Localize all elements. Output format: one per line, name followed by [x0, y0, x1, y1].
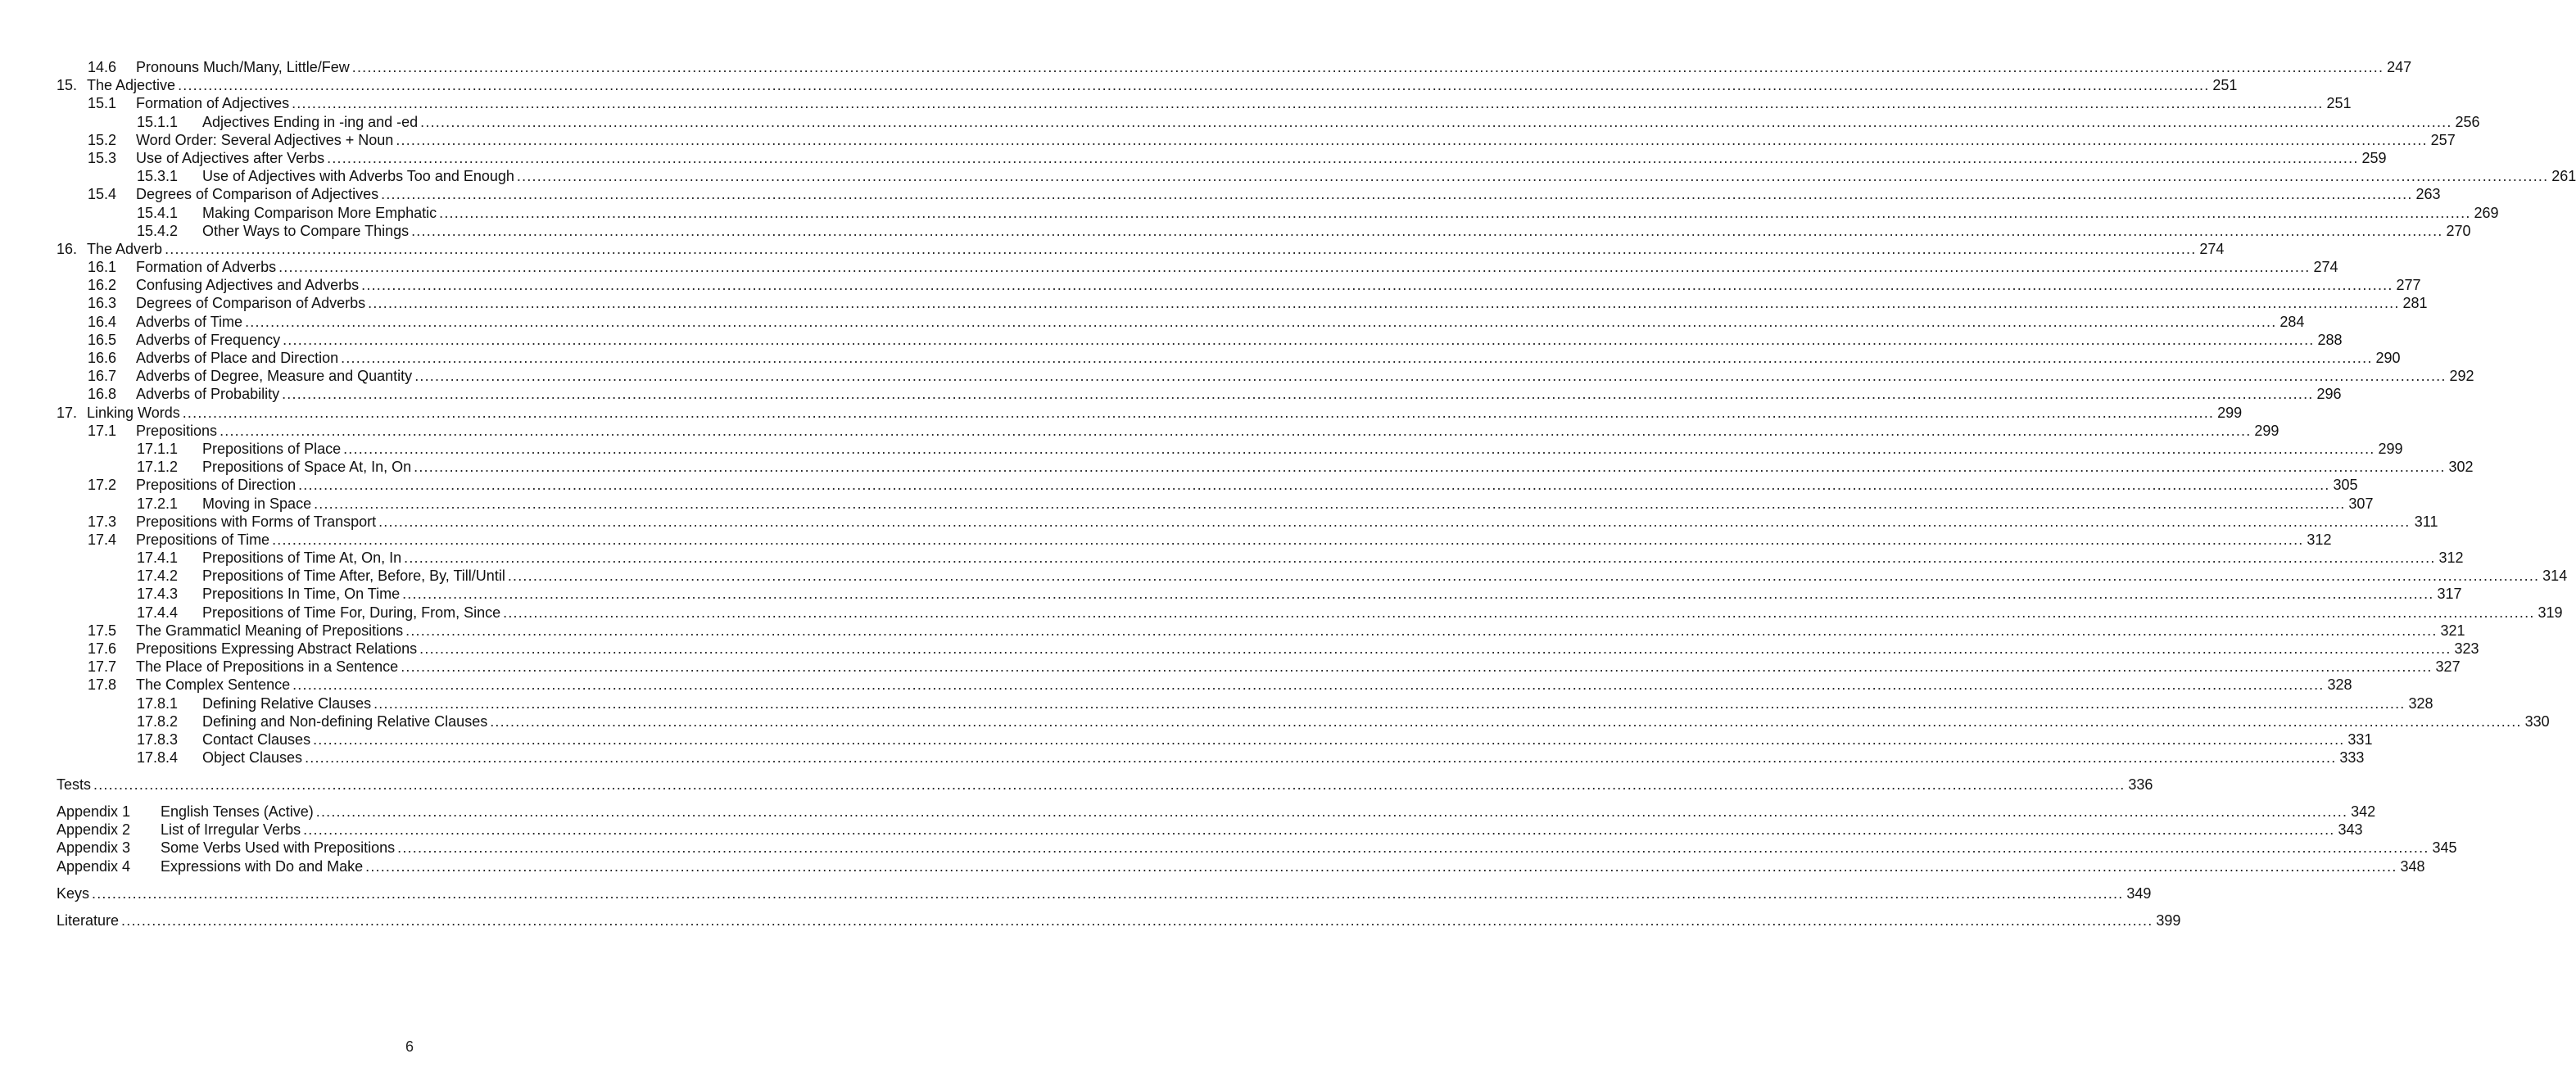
page-number: 6: [405, 1038, 414, 1055]
toc-entry-line: [202, 549, 2464, 567]
toc-entry-number: 17.2: [88, 477, 117, 494]
toc-entry-page: 288: [2317, 331, 2343, 348]
toc-entry-number: 17.6: [88, 640, 117, 657]
toc-entry-title: Use of Adjectives after Verbs: [136, 149, 325, 166]
dot-leader: ................................................................................................................................................................................................................................................................................................................................................................................................................: [411, 222, 2443, 239]
toc-entry-number: 14.6: [88, 59, 117, 75]
toc-entry: [0, 604, 2563, 622]
dot-leader: ................................................................................................................................................................................................................................................................................................................................................................................................................: [121, 911, 2153, 929]
dot-leader: ................................................................................................................................................................................................................................................................................................................................................................................................................: [373, 694, 2406, 712]
toc-entry-title: Contact Clauses: [202, 730, 311, 748]
toc-entry: [0, 549, 2464, 567]
toc-entry-title: Prepositions of Place: [202, 440, 342, 457]
toc-entry: [0, 113, 2480, 131]
toc-entry-title: Prepositions of Space At, In, On: [202, 459, 412, 476]
toc-entry-line: [202, 113, 2480, 131]
toc-entry-page: 333: [2339, 749, 2365, 767]
toc-entry-page: 311: [2414, 513, 2438, 530]
toc-entry-number: Appendix 1: [57, 803, 131, 821]
toc-entry-title: Prepositions In Time, On Time: [202, 586, 401, 603]
toc-entry-line: [57, 776, 2153, 794]
toc-entry-page: 321: [2440, 622, 2465, 639]
toc-entry-line: [202, 440, 2403, 458]
toc-entry-number: 17.2.1: [137, 495, 179, 512]
dot-leader: ................................................................................................................................................................................................................................................................................................................................................................................................................: [272, 531, 2304, 548]
toc-entry-number: 15.4.1: [137, 204, 179, 221]
toc-entry-number: 17.4.3: [137, 586, 179, 603]
toc-entry-page: 317: [2437, 586, 2462, 603]
toc-entry: [0, 730, 2373, 749]
toc-entry-number: 16.4: [88, 313, 117, 330]
dot-leader: ................................................................................................................................................................................................................................................................................................................................................................................................................: [402, 586, 2434, 603]
toc-entry-number: 15.3.1: [137, 168, 179, 185]
toc-entry-number: 17.4.1: [137, 550, 179, 567]
toc-entry-page: 328: [2408, 694, 2433, 712]
toc-entry-title: Making Comparison More Emphatic: [202, 204, 437, 221]
toc-entry-line: [136, 422, 2279, 440]
toc-entry-page: 281: [2402, 295, 2428, 312]
dot-leader: ................................................................................................................................................................................................................................................................................................................................................................................................................: [165, 240, 2197, 257]
toc-entry-line: [136, 622, 2465, 640]
toc-entry-page: 302: [2448, 459, 2474, 476]
dot-leader: ................................................................................................................................................................................................................................................................................................................................................................................................................: [283, 331, 2315, 348]
toc-entry-number: 17.8.1: [137, 694, 179, 712]
dot-leader: ................................................................................................................................................................................................................................................................................................................................................................................................................: [378, 513, 2411, 530]
dot-leader: ................................................................................................................................................................................................................................................................................................................................................................................................................: [178, 77, 2210, 94]
dot-leader: ................................................................................................................................................................................................................................................................................................................................................................................................................: [245, 313, 2277, 330]
toc-entry-number: 15.4.2: [137, 222, 179, 239]
toc-entry-title: Prepositions of Time At, On, In: [202, 550, 402, 567]
toc-entry-number: 15.3: [88, 149, 117, 166]
toc-entry-title: Adverbs of Frequency: [136, 331, 281, 348]
dot-leader: ................................................................................................................................................................................................................................................................................................................................................................................................................: [313, 730, 2345, 748]
toc-entry: [0, 531, 2332, 549]
dot-leader: ................................................................................................................................................................................................................................................................................................................................................................................................................: [516, 168, 2549, 185]
dot-leader: ................................................................................................................................................................................................................................................................................................................................................................................................................: [93, 776, 2126, 794]
toc-entry-title: Prepositions with Forms of Transport: [136, 513, 377, 530]
toc-entry-line: [202, 567, 2568, 585]
toc-entry-title: Object Clauses: [202, 749, 303, 767]
toc-entry-line: [202, 694, 2433, 712]
toc-entry-page: 259: [2361, 149, 2387, 166]
toc-entry-line: [136, 258, 2338, 276]
toc-entry-number: 16.5: [88, 331, 117, 348]
dot-leader: ................................................................................................................................................................................................................................................................................................................................................................................................................: [314, 495, 2346, 512]
toc-entry-line: [161, 821, 2363, 839]
toc-entry: [0, 712, 2550, 730]
dot-leader: ................................................................................................................................................................................................................................................................................................................................................................................................................: [414, 368, 2447, 385]
dot-leader: ................................................................................................................................................................................................................................................................................................................................................................................................................: [365, 857, 2397, 875]
toc-entry-number: 17.5: [88, 622, 117, 639]
toc-entry: [0, 495, 2374, 513]
dot-leader: ................................................................................................................................................................................................................................................................................................................................................................................................................: [343, 440, 2375, 457]
toc-entry: [0, 776, 2153, 794]
toc-entry: [0, 694, 2433, 712]
dot-leader: ................................................................................................................................................................................................................................................................................................................................................................................................................: [292, 95, 2324, 112]
dot-leader: ................................................................................................................................................................................................................................................................................................................................................................................................................: [327, 149, 2359, 166]
toc-entry-title: The Complex Sentence: [136, 676, 291, 694]
toc-entry-number: Appendix 4: [57, 857, 131, 875]
toc-entry-page: 349: [2126, 884, 2152, 902]
toc-entry-line: [202, 604, 2563, 622]
toc-entry-line: [202, 749, 2365, 767]
dot-leader: ................................................................................................................................................................................................................................................................................................................................................................................................................: [404, 550, 2436, 567]
toc-entry-line: [136, 349, 2401, 367]
toc-entry: [0, 857, 2425, 875]
toc-entry-title: Degrees of Comparison of Adverbs: [136, 295, 366, 312]
toc-entry: [0, 585, 2462, 603]
toc-entry: [0, 222, 2471, 240]
toc-entry: [0, 404, 2243, 422]
dot-leader: ................................................................................................................................................................................................................................................................................................................................................................................................................: [315, 803, 2348, 821]
toc-entry-line: [136, 367, 2474, 385]
toc-entry-title: Defining Relative Clauses: [202, 694, 372, 712]
toc-entry-title: Formation of Adverbs: [136, 259, 277, 276]
toc-entry-line: [202, 458, 2474, 476]
toc-entry-number: 16.6: [88, 350, 117, 366]
dot-leader: ................................................................................................................................................................................................................................................................................................................................................................................................................: [419, 640, 2452, 657]
toc-entry-line: [87, 240, 2225, 258]
toc-entry-line: [202, 222, 2471, 240]
toc-entry-page: 323: [2454, 640, 2479, 657]
toc-entry-line: [136, 676, 2352, 694]
toc-entry-number: 16.1: [88, 259, 117, 276]
toc-entry-number: 17.8: [88, 676, 117, 694]
toc-entry-number: 16.: [57, 240, 78, 257]
toc-entry-line: [136, 385, 2342, 403]
toc-entry-page: 292: [2449, 368, 2474, 385]
toc-entry-line: [202, 585, 2462, 603]
toc-entry-number: Appendix 2: [57, 821, 131, 839]
toc-entry-title: Adverbs of Time: [136, 313, 243, 330]
toc-entry-title: Formation of Adjectives: [136, 95, 290, 112]
toc-entry: [0, 276, 2421, 294]
toc-entry-page: 299: [2217, 404, 2243, 421]
toc-entry-page: 314: [2542, 568, 2568, 585]
toc-entry-page: 330: [2524, 712, 2550, 730]
toc-entry-number: 17.1.2: [137, 459, 179, 476]
toc-entry-title: Pronouns Much/Many, Little/Few: [136, 59, 350, 75]
dot-leader: ................................................................................................................................................................................................................................................................................................................................................................................................................: [292, 676, 2325, 694]
dot-leader: ................................................................................................................................................................................................................................................................................................................................................................................................................: [503, 604, 2535, 621]
toc-entry-title: Tests: [57, 776, 92, 794]
toc-entry-line: [136, 276, 2421, 294]
toc-entry-line: [136, 294, 2428, 312]
toc-entry-page: 331: [2347, 730, 2373, 748]
toc-entry: [0, 367, 2474, 385]
toc-entry: [0, 749, 2365, 767]
toc-entry-title: The Place of Prepositions in a Sentence: [136, 658, 399, 676]
toc-entry-page: 336: [2128, 776, 2153, 794]
toc-entry-number: 15.4: [88, 186, 117, 203]
toc-entry-title: Prepositions of Time: [136, 531, 270, 548]
dot-leader: ................................................................................................................................................................................................................................................................................................................................................................................................................: [381, 186, 2413, 203]
dot-leader: ................................................................................................................................................................................................................................................................................................................................................................................................................: [92, 884, 2124, 902]
toc-entry-line: [136, 94, 2352, 112]
dot-leader: ................................................................................................................................................................................................................................................................................................................................................................................................................: [298, 477, 2330, 494]
toc-entry-line: [202, 730, 2373, 749]
toc-entry: [0, 476, 2358, 494]
toc-entry: [0, 821, 2363, 839]
toc-entry: [0, 567, 2568, 585]
dot-leader: ................................................................................................................................................................................................................................................................................................................................................................................................................: [405, 622, 2438, 639]
toc-entry: [0, 58, 2412, 76]
toc-entry-number: 15.2: [88, 131, 117, 148]
toc-entry-page: 290: [2375, 350, 2401, 366]
toc-entry-page: 296: [2316, 386, 2342, 403]
toc-entry-number: 15.: [57, 77, 78, 94]
toc-entry-title: Adverbs of Place and Direction: [136, 350, 339, 366]
toc-entry-page: 261: [2551, 168, 2576, 185]
toc-entry-title: The Adjective: [87, 77, 176, 94]
toc-entry-number: 15.1.1: [137, 113, 179, 130]
toc-entry-line: [161, 803, 2376, 821]
toc-entry-title: Prepositions: [136, 422, 218, 439]
toc-entry: [0, 240, 2225, 258]
dot-leader: ................................................................................................................................................................................................................................................................................................................................................................................................................: [507, 568, 2540, 585]
toc-entry-page: 274: [2199, 240, 2225, 257]
toc-entry-title: Moving in Space: [202, 495, 312, 512]
toc-entry-page: 327: [2435, 658, 2461, 676]
toc-entry-number: 16.3: [88, 295, 117, 312]
toc-entry-line: [136, 131, 2456, 149]
toc-entry-line: [57, 911, 2181, 929]
toc-entry-title: Adverbs of Degree, Measure and Quantity: [136, 368, 413, 385]
toc-entry: [0, 911, 2181, 929]
toc-entry: [0, 658, 2461, 676]
toc-entry-page: 312: [2438, 550, 2464, 567]
toc-entry: [0, 149, 2387, 167]
dot-leader: ................................................................................................................................................................................................................................................................................................................................................................................................................: [220, 422, 2252, 439]
toc-entry-title: List of Irregular Verbs: [161, 821, 301, 839]
dot-leader: ................................................................................................................................................................................................................................................................................................................................................................................................................: [303, 821, 2335, 839]
toc-entry-page: 263: [2415, 186, 2441, 203]
toc-entry-title: English Tenses (Active): [161, 803, 314, 821]
toc-entry: [0, 349, 2401, 367]
toc-entry-title: Word Order: Several Adjectives + Noun: [136, 131, 394, 148]
toc-entry: [0, 422, 2279, 440]
toc-entry-title: Other Ways to Compare Things: [202, 222, 410, 239]
toc-entry-line: [202, 167, 2576, 185]
dot-leader: ................................................................................................................................................................................................................................................................................................................................................................................................................: [278, 259, 2311, 276]
toc-entry: [0, 440, 2403, 458]
toc-entry-title: Linking Words: [87, 404, 180, 421]
toc-entry-title: Prepositions Expressing Abstract Relations: [136, 640, 418, 657]
toc-entry-number: 17.7: [88, 658, 117, 676]
toc-entry-line: [136, 531, 2332, 549]
toc-entry-line: [202, 712, 2550, 730]
toc-entry-number: 16.8: [88, 386, 117, 403]
toc-entry-title: Confusing Adjectives and Adverbs: [136, 277, 360, 294]
toc-entry-line: [87, 404, 2243, 422]
toc-entry-title: Degrees of Comparison of Adjectives: [136, 186, 379, 203]
toc-entry-title: Defining and Non-defining Relative Clauses: [202, 712, 488, 730]
toc-entry: [0, 513, 2438, 531]
toc-entry-title: Literature: [57, 911, 120, 929]
dot-leader: ................................................................................................................................................................................................................................................................................................................................................................................................................: [182, 404, 2215, 421]
toc-entry-number: 16.7: [88, 368, 117, 385]
toc-entry: [0, 803, 2376, 821]
toc-entry-page: 299: [2254, 422, 2279, 439]
toc-entry-number: 17.4: [88, 531, 117, 548]
dot-leader: ................................................................................................................................................................................................................................................................................................................................................................................................................: [401, 658, 2433, 676]
dot-leader: ................................................................................................................................................................................................................................................................................................................................................................................................................: [282, 386, 2314, 403]
toc-entry: [0, 676, 2352, 694]
toc-entry: [0, 185, 2441, 203]
toc-entry: [0, 839, 2457, 857]
toc-entry-line: [87, 76, 2238, 94]
dot-leader: ................................................................................................................................................................................................................................................................................................................................................................................................................: [397, 839, 2429, 857]
toc-entry-page: 328: [2327, 676, 2352, 694]
toc-entry-page: 274: [2313, 259, 2338, 276]
toc-entry-page: 319: [2538, 604, 2563, 621]
toc-entry-page: 342: [2351, 803, 2376, 821]
toc-entry-line: [136, 331, 2343, 349]
toc-entry: [0, 76, 2238, 94]
toc-entry: [0, 167, 2576, 185]
toc-entry-page: 256: [2455, 113, 2480, 130]
toc-entry: [0, 204, 2499, 222]
toc-entry-title: The Adverb: [87, 240, 163, 257]
dot-leader: ................................................................................................................................................................................................................................................................................................................................................................................................................: [439, 204, 2471, 221]
toc-entry-page: 312: [2307, 531, 2332, 548]
toc-entry-title: Prepositions of Time For, During, From, Since: [202, 604, 501, 621]
dot-leader: ................................................................................................................................................................................................................................................................................................................................................................................................................: [414, 459, 2446, 476]
toc-entry: [0, 258, 2338, 276]
dot-leader: ................................................................................................................................................................................................................................................................................................................................................................................................................: [351, 59, 2384, 75]
toc-entry: [0, 622, 2465, 640]
toc-entry-page: 257: [2430, 131, 2456, 148]
toc-entry-number: 17.: [57, 404, 78, 421]
toc-entry-line: [161, 857, 2425, 875]
toc-entry-number: 17.8.4: [137, 749, 179, 767]
toc-entry: [0, 458, 2474, 476]
toc-entry-page: 269: [2474, 204, 2499, 221]
toc-entry-line: [136, 658, 2461, 676]
toc-entry-title: Prepositions of Direction: [136, 477, 297, 494]
toc-entry-page: 345: [2432, 839, 2457, 857]
toc-entry-number: 17.1: [88, 422, 117, 439]
toc-entry-page: 348: [2400, 857, 2425, 875]
toc-entry-line: [202, 204, 2499, 222]
table-of-contents: [0, 58, 2576, 929]
toc-entry: [0, 640, 2479, 658]
toc-entry-page: 305: [2333, 477, 2358, 494]
toc-entry-number: 16.2: [88, 277, 117, 294]
toc-entry: [0, 331, 2343, 349]
toc-entry-page: 284: [2279, 313, 2305, 330]
toc-entry-line: [136, 58, 2412, 76]
toc-entry: [0, 131, 2456, 149]
toc-entry-line: [136, 513, 2438, 531]
dot-leader: ................................................................................................................................................................................................................................................................................................................................................................................................................: [361, 277, 2393, 294]
toc-entry: [0, 884, 2152, 902]
toc-entry-page: 277: [2396, 277, 2421, 294]
toc-entry-page: 299: [2378, 440, 2403, 457]
toc-entry-line: [202, 495, 2374, 513]
toc-entry-number: 17.3: [88, 513, 117, 530]
toc-entry-page: 399: [2156, 911, 2181, 929]
toc-entry-line: [136, 313, 2305, 331]
toc-entry-line: [161, 839, 2457, 857]
toc-entry-number: 17.4.2: [137, 568, 179, 585]
toc-entry: [0, 294, 2428, 312]
toc-entry-page: 251: [2326, 95, 2352, 112]
toc-entry-title: The Grammaticl Meaning of Prepositions: [136, 622, 404, 639]
toc-entry: [0, 94, 2352, 112]
toc-entry: [0, 313, 2305, 331]
toc-entry-page: 247: [2387, 59, 2412, 75]
toc-entry-line: [57, 884, 2152, 902]
toc-entry-line: [136, 476, 2358, 494]
dot-leader: ................................................................................................................................................................................................................................................................................................................................................................................................................: [368, 295, 2400, 312]
toc-entry-line: [136, 640, 2479, 658]
toc-entry-title: Adverbs of Probability: [136, 386, 280, 403]
dot-leader: ................................................................................................................................................................................................................................................................................................................................................................................................................: [420, 113, 2452, 130]
toc-entry-number: 15.1: [88, 95, 117, 112]
toc-entry-title: Adjectives Ending in -ing and -ed: [202, 113, 419, 130]
dot-leader: ................................................................................................................................................................................................................................................................................................................................................................................................................: [305, 749, 2337, 767]
toc-entry-title: Use of Adjectives with Adverbs Too and Enough: [202, 168, 514, 185]
toc-entry-page: 343: [2338, 821, 2363, 839]
toc-entry-number: 17.4.4: [137, 604, 179, 621]
toc-entry-page: 270: [2446, 222, 2471, 239]
toc-entry-page: 307: [2348, 495, 2374, 512]
toc-entry-line: [136, 185, 2441, 203]
toc-entry-page: 251: [2212, 77, 2238, 94]
dot-leader: ................................................................................................................................................................................................................................................................................................................................................................................................................: [490, 712, 2522, 730]
toc-entry-number: 17.8.3: [137, 730, 179, 748]
toc-entry-line: [136, 149, 2387, 167]
toc-entry-number: 17.1.1: [137, 440, 179, 457]
dot-leader: ................................................................................................................................................................................................................................................................................................................................................................................................................: [396, 131, 2428, 148]
toc-entry-title: Expressions with Do and Make: [161, 857, 364, 875]
toc-entry: [0, 385, 2342, 403]
toc-entry-title: Keys: [57, 884, 90, 902]
dot-leader: ................................................................................................................................................................................................................................................................................................................................................................................................................: [341, 350, 2373, 366]
toc-entry-number: Appendix 3: [57, 839, 131, 857]
toc-entry-number: 17.8.2: [137, 712, 179, 730]
toc-entry-title: Prepositions of Time After, Before, By, Till/Until: [202, 568, 505, 585]
toc-entry-title: Some Verbs Used with Prepositions: [161, 839, 396, 857]
